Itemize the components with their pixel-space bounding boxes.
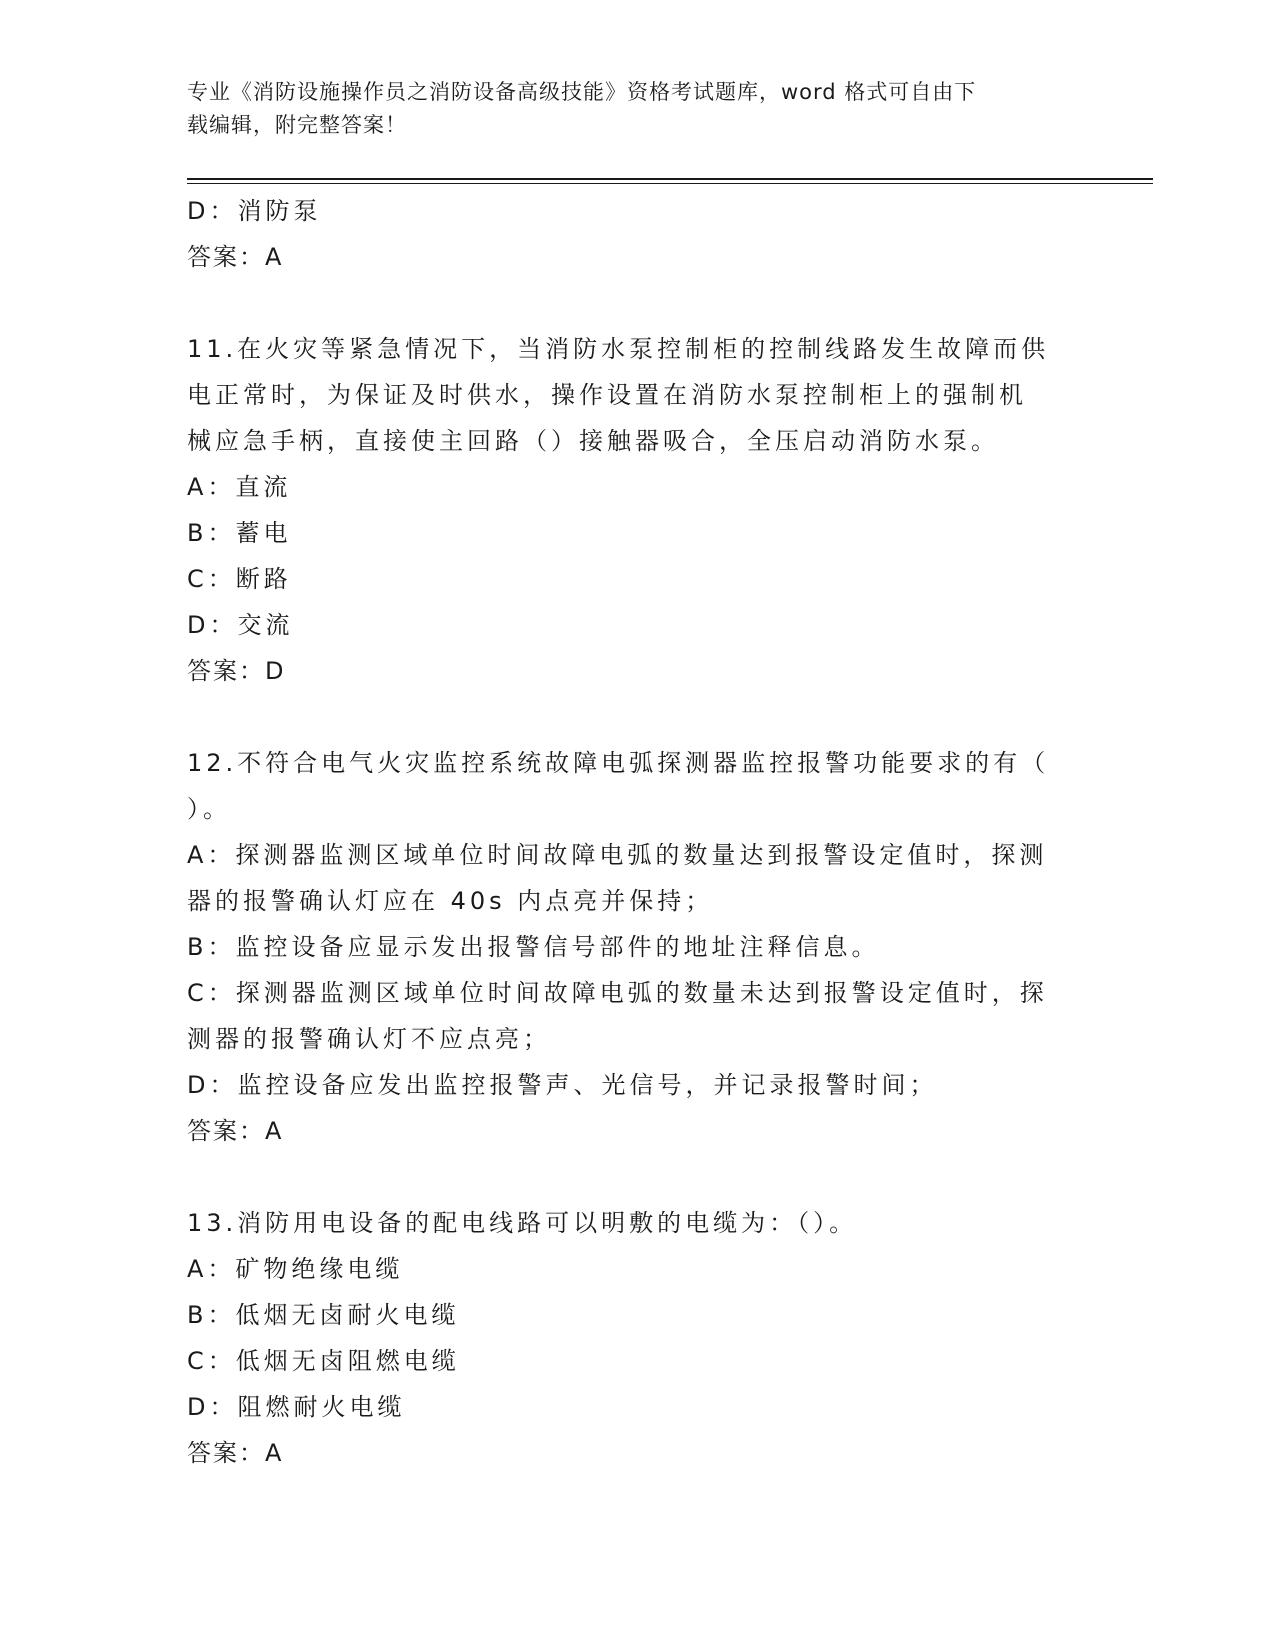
answer-line: 答案：A: [187, 1439, 284, 1467]
option-a: A：探测器监测区域单位时间故障电弧的数量达到报警设定值时，探测: [187, 841, 1048, 869]
question-text: 电正常时，为保证及时供水，操作设置在消防水泵控制柜上的强制机: [187, 381, 1027, 409]
option-b: B：监控设备应显示发出报警信号部件的地址注释信息。: [187, 933, 880, 961]
option-a: A：直流: [187, 473, 292, 501]
question-list: [187, 188, 1087, 1476]
header-divider: [187, 178, 1153, 180]
option-d: D：阻燃耐火电缆: [187, 1393, 406, 1421]
spacer: [187, 694, 1087, 740]
answer-line: 答案：A: [187, 243, 284, 271]
question-12: [187, 740, 1087, 1154]
option-a: A：矿物绝缘电缆: [187, 1255, 404, 1283]
option-c: C：低烟无卤阻燃电缆: [187, 1347, 460, 1375]
option-c: C：探测器监测区域单位时间故障电弧的数量未达到报警设定值时，探: [187, 979, 1048, 1007]
question-11: [187, 326, 1087, 694]
document-header: [187, 76, 1087, 142]
option-c-continued: 测器的报警确认灯不应点亮；: [187, 1025, 551, 1053]
spacer: [187, 280, 1087, 326]
question-text: 12.不符合电气火灾监控系统故障电弧探测器监控报警功能要求的有（: [187, 749, 1050, 777]
option-b: B：低烟无卤耐火电缆: [187, 1301, 460, 1329]
question-text: 13.消防用电设备的配电线路可以明敷的电缆为：（）。: [187, 1209, 858, 1237]
answer-line: 答案：D: [187, 657, 286, 685]
question-text: ）。: [187, 795, 231, 823]
header-line: 载编辑，附完整答案！: [187, 113, 407, 137]
option-d: D：交流: [187, 611, 294, 639]
spacer: [187, 1154, 1087, 1200]
question-text: 11.在火灾等紧急情况下，当消防水泵控制柜的控制线路发生故障而供: [187, 335, 1050, 363]
header-line: 专业《消防设施操作员之消防设备高级技能》资格考试题库，word 格式可自由下: [187, 80, 977, 104]
option-d: D：消防泵: [187, 197, 322, 225]
header-divider-thin: [187, 183, 1153, 184]
option-d: D：监控设备应发出监控报警声、光信号，并记录报警时间；: [187, 1071, 938, 1099]
option-c: C：断路: [187, 565, 292, 593]
option-a-continued: 器的报警确认灯应在 40s 内点亮并保持；: [187, 887, 714, 915]
answer-line: 答案：A: [187, 1117, 284, 1145]
question-text: 械应急手柄，直接使主回路（）接触器吸合，全压启动消防水泵。: [187, 427, 999, 455]
question-13: [187, 1200, 1087, 1476]
option-b: B：蓄电: [187, 519, 292, 547]
